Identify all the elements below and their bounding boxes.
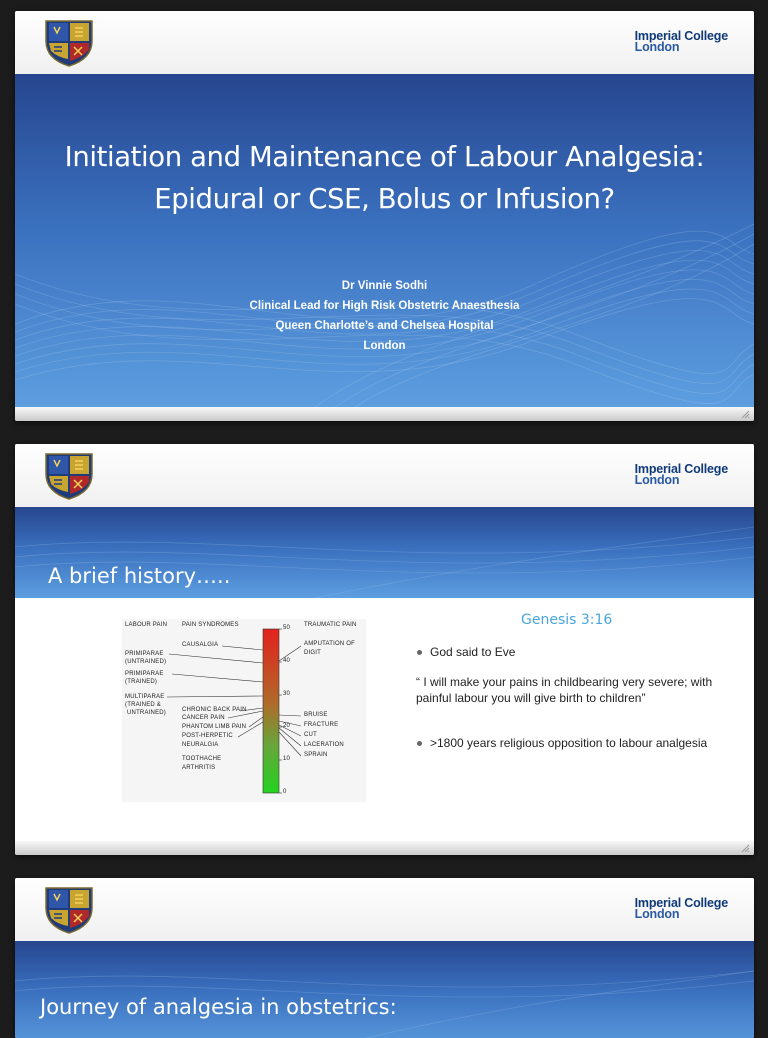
imperial-college-logo	[635, 898, 728, 920]
syndrome-item: NEURALGIA	[182, 742, 219, 748]
presenter-hospital: Queen Charlotte’s and Chelsea Hospital	[275, 320, 494, 332]
imperial-college-logo	[635, 464, 728, 486]
brand-name-line2: London	[634, 473, 680, 487]
slide-header	[15, 444, 754, 507]
presentation-title	[15, 136, 754, 220]
traumatic-item: FRACTURE	[304, 722, 339, 728]
traumatic-item: DIGIT	[304, 650, 321, 656]
syndrome-item: POST-HERPETIC	[182, 733, 233, 739]
title-line-2: Epidural or CSE, Bolus or Infusion?	[154, 183, 615, 215]
wave-pattern	[15, 941, 754, 1038]
syndrome-item: CANCER PAIN	[182, 715, 225, 721]
col-traumatic-pain: TRAUMATIC PAIN	[304, 622, 357, 628]
col-labour-pain: LABOUR PAIN	[125, 622, 168, 628]
traumatic-item: CUT	[304, 732, 317, 738]
slide-footer	[15, 407, 754, 421]
resize-grip-icon	[741, 410, 750, 419]
traumatic-item: BRUISE	[304, 712, 328, 718]
pain-scale-bar	[263, 629, 279, 793]
slide-3	[15, 878, 754, 1038]
labour-item: MULTIPARAE	[125, 694, 165, 700]
bullet-god-said: God said to Eve	[416, 644, 750, 660]
labour-item: PRIMIPARAE	[125, 651, 164, 657]
labour-item: (UNTRAINED)	[125, 659, 167, 665]
bullet-religious-opposition: >1800 years religious opposition to labour analgesia	[416, 735, 750, 751]
slide-content	[15, 598, 754, 841]
title-band	[15, 941, 754, 1038]
coat-of-arms-icon	[42, 452, 96, 500]
col-pain-syndromes: PAIN SYNDROMES	[182, 622, 239, 628]
tick-label: 0	[283, 789, 287, 795]
slide-header	[15, 878, 754, 941]
labour-item: (TRAINED)	[125, 679, 158, 685]
slide-2	[15, 444, 754, 855]
genesis-heading: Genesis 3:16	[521, 612, 613, 628]
syndrome-item: PHANTOM LIMB PAIN	[182, 724, 247, 730]
coat-of-arms-icon	[42, 886, 96, 934]
tick-label: 50	[283, 625, 291, 631]
tick-label: 20	[283, 723, 291, 729]
syndrome-item: CHRONIC BACK PAIN	[182, 707, 247, 713]
slide-header	[15, 11, 754, 74]
title-band	[15, 507, 754, 598]
presenter-city: London	[363, 340, 406, 352]
slide-footer	[15, 841, 754, 855]
labour-item: UNTRAINED)	[127, 710, 166, 716]
slide-title: Journey of analgesia in obstetrics:	[40, 995, 397, 1019]
tick-label: 10	[283, 756, 291, 762]
syndrome-item: TOOTHACHE	[182, 756, 222, 762]
title-line-1: Initiation and Maintenance of Labour Analgesia:	[64, 141, 705, 173]
brand-name-line2: London	[634, 907, 680, 921]
slide-title: A brief history…..	[48, 564, 231, 588]
traumatic-item: AMPUTATION OF	[304, 641, 356, 647]
labour-item: (TRAINED &	[125, 702, 162, 708]
coat-of-arms-icon	[42, 19, 96, 67]
syndrome-item: CAUSALGIA	[182, 642, 219, 648]
presenter-name: Dr Vinnie Sodhi	[341, 280, 428, 292]
imperial-college-logo	[635, 31, 728, 53]
slide-1	[15, 11, 754, 421]
presenter-role: Clinical Lead for High Risk Obstetric Anaesthesia	[249, 300, 520, 312]
traumatic-item: SPRAIN	[304, 752, 328, 758]
brand-name-line1: Imperial College	[634, 29, 728, 43]
tick-label: 30	[283, 691, 291, 697]
pain-scale-chart	[122, 619, 366, 802]
resize-grip-icon	[741, 844, 750, 853]
wave-pattern	[15, 74, 754, 407]
brand-name-line1: Imperial College	[634, 462, 728, 476]
presenter-details	[15, 276, 754, 356]
genesis-quote: “ I will make your pains in childbearing very severe; with painful labour you will give birth to children”	[416, 675, 713, 705]
title-band	[15, 74, 754, 407]
brand-name-line1: Imperial College	[634, 896, 728, 910]
brand-name-line2: London	[634, 40, 680, 54]
labour-item: PRIMIPARAE	[125, 671, 164, 677]
traumatic-item: LACERATION	[304, 742, 344, 748]
syndrome-item: ARTHRITIS	[182, 765, 216, 771]
tick-label: 40	[283, 658, 291, 664]
